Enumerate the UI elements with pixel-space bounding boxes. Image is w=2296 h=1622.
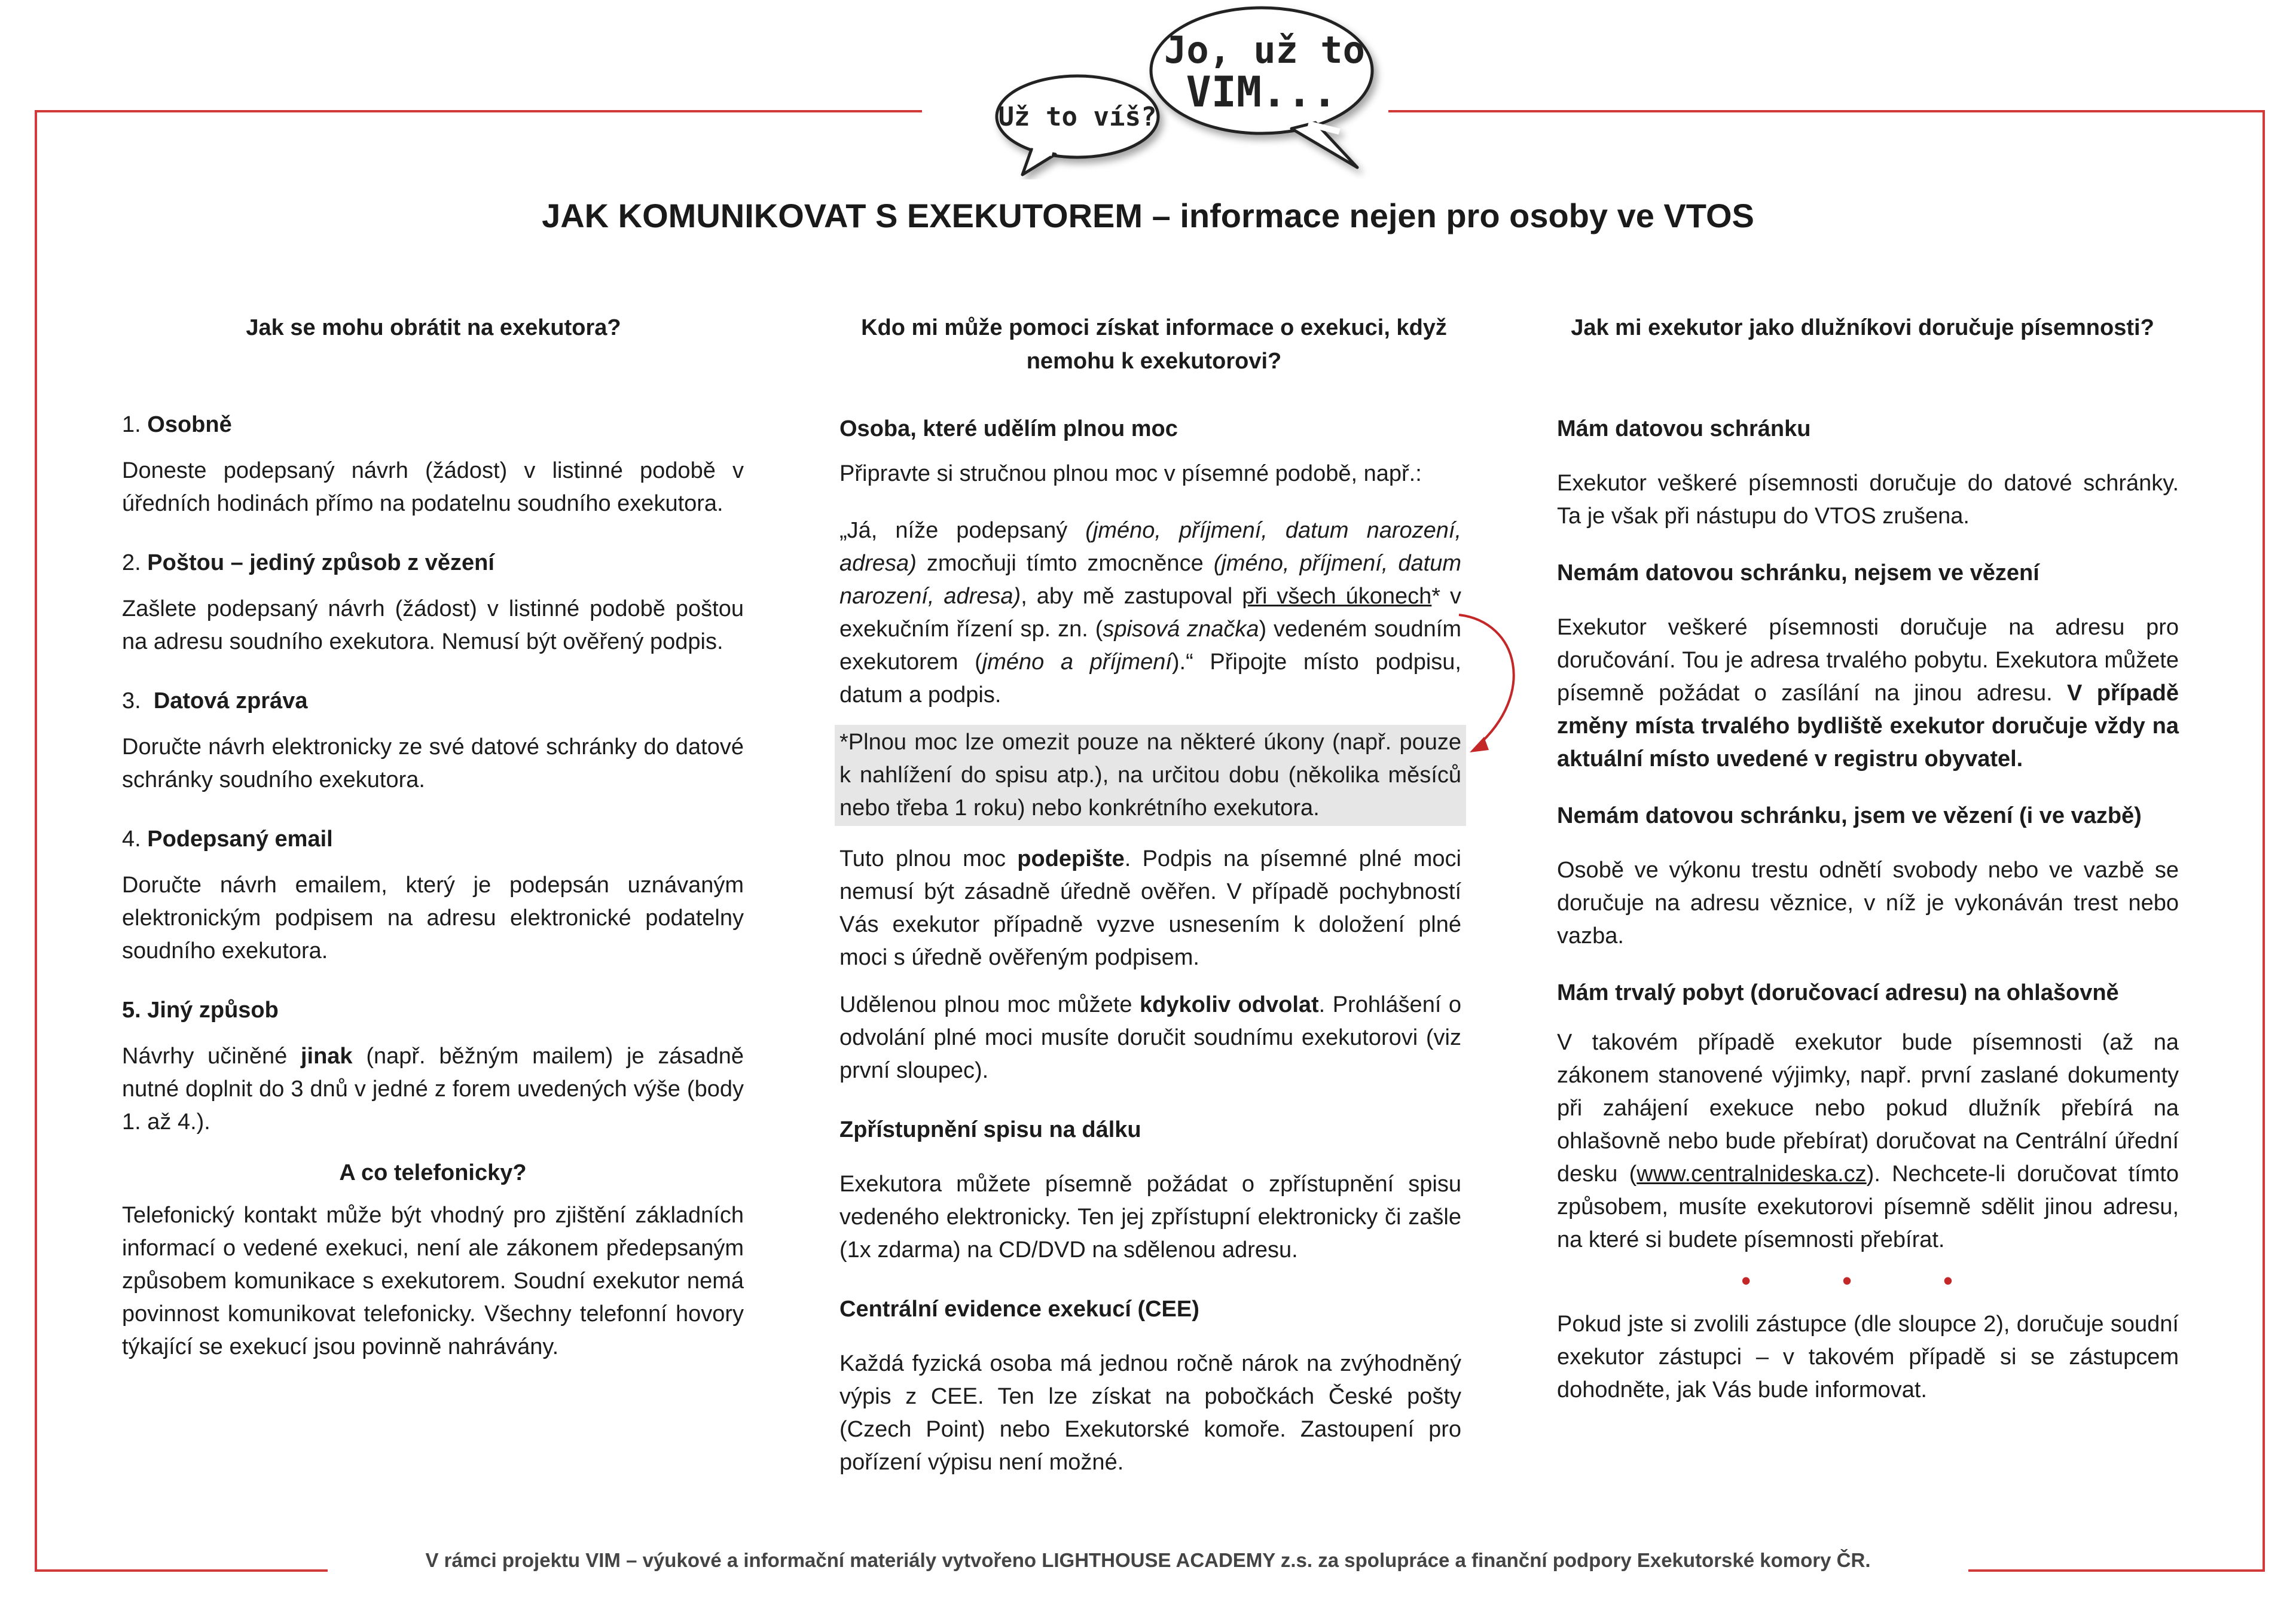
phone-title: A co telefonicky? [339, 1160, 527, 1185]
frame-left [35, 110, 37, 1572]
column-1 [122, 408, 744, 1390]
revoke-text: Udělenou plnou moc můžete kdykoliv odvolat. Prohlášení o odvolání plné moci musíte doručit soudnímu exekutorovi (viz první sloupec). [839, 992, 1461, 1083]
section-signed-email-text: Doručte návrh emailem, který je podepsán uznávaným elektronickým podpisem na adresu elektronické podatelny soudního exekutora. [122, 873, 744, 964]
no-data-box-prison-text: Osobě ve výkonu trestu odnětí svobody nebo ve vazbě se doručuje na adresu věznice, v níž je vykonáván trest nebo vazba. [1557, 858, 2179, 949]
section-personal-text: Doneste podepsaný návrh (žádost) v listinné podobě v úředních hodinách přímo na podatelnu soudního exekutora. [122, 458, 744, 516]
limitation-note: *Plnou moc lze omezit pouze na některé úkony (např. pouze k nahlížení do spisu atp.), na určitou dobu (několika měsíců nebo třeba 1 roku) nebo konkrétního exekutora. [835, 725, 1466, 826]
phone-text: Telefonický kontakt může být vhodný pro zjištění základních informací o vedené exekuci, není ale zákonem předepsaným způsobem komunikace s exekutorem. Soudní exekutor nemá povinnost komunikovat telefonicky. Všechny telefonní hovory týkající se exekucí jsou povinně nahrávány. [122, 1203, 744, 1359]
column-2-heading: Kdo mi může pomoci získat informace o exekuci, když nemohu k exekutorovi? [861, 315, 1447, 374]
column-2 [839, 413, 1461, 1505]
have-data-box-title: Mám datovou schránku [1557, 416, 1811, 441]
representative-text: Pokud jste si zvolili zástupce (dle sloupce 2), doručuje soudní exekutor zástupci – v takovém případě si se zástupcem dohodněte, jak Vás bude informovat. [1557, 1312, 2179, 1403]
power-of-attorney-intro: Připravte si stručnou plnou moc v písemné podobě, např.: [839, 461, 1422, 486]
column-1-heading: Jak se mohu obrátit na exekutora? [246, 315, 621, 340]
column-3 [1557, 413, 2179, 1433]
section-data-message-title: 3. Datová zpráva [122, 688, 308, 714]
remote-file-text: Exekutora můžete písemně požádat o zpřístupnění spisu vedeného elektronicky. Ten jej zpřístupní elektronicky či zašle (1x zdarma) na CD/DVD na sdělenou adresu. [839, 1172, 1461, 1263]
frame-top-left [35, 110, 922, 112]
logo-big-text-2: VIM... [1186, 68, 1338, 117]
footer-credits: V rámci projektu VIM – výukové a informační materiály vytvořeno LIGHTHOUSE ACADEMY z.s. za spolupráce a finanční podpory Exekutorské komory ČR. [425, 1549, 1871, 1571]
sign-text: Tuto plnou moc podepište. Podpis na písemné plné moci nemusí být zásadně úředně ověřen. V případě pochybností Vás exekutor případně vyzve usnesením k doložení plné moci s úředně ověřeným podpisem. [839, 846, 1462, 970]
remote-file-title: Zpřístupnění spisu na dálku [839, 1117, 1141, 1142]
frame-top-right [1388, 110, 2265, 112]
logo-small-text: Už to víš? [998, 102, 1157, 132]
power-of-attorney-template: „Já, níže podepsaný (jméno, příjmení, datum narození, adresa) zmocňuji tímto zmocněnce (jméno, příjmení, datum narození, adresa), aby mě zastupoval při všech úkonech* v exekučním řízení sp. zn. (spisová značka) vedeném soudním exekutorem (jméno a příjmení).“ Připojte místo podpisu, datum a podpis. [839, 518, 1462, 708]
power-of-attorney-title: Osoba, které udělím plnou moc [839, 416, 1178, 441]
separator-dots: • • • [1741, 1265, 1995, 1296]
section-post-title: 2. Poštou – jediný způsob z vězení [122, 550, 494, 575]
no-data-box-free-text: Exekutor veškeré písemnosti doručuje na adresu pro doručování. Tou je adresa trvalého pobytu. Exekutora můžete písemně požádat o zasílání na jinou adresu. V případě změny místa trvalého bydliště exekutor doručuje vždy na aktuální místo uvedené v registru obyvatel. [1557, 615, 2179, 772]
vim-logo [981, 0, 1387, 179]
frame-right [2263, 110, 2265, 1572]
curved-arrow-icon [1447, 604, 1543, 772]
centralnideska-link[interactable]: www.centralnideska.cz [1636, 1161, 1867, 1187]
cee-text: Každá fyzická osoba má jednou ročně nárok na zvýhodněný výpis z CEE. Ten lze získat na pobočkách České pošty (Czech Point) nebo Exekutorské komoře. Zastoupení pro pořízení výpisu není možné. [839, 1351, 1461, 1475]
section-other-text: Návrhy učiněné jinak (např. běžným mailem) je zásadně nutné doplnit do 3 dnů v jedné z forem uvedených výše (body 1. až 4.). [122, 1044, 744, 1135]
section-other-title: 5. Jiný způsob [122, 998, 279, 1023]
section-signed-email-title: 4. Podepsaný email [122, 827, 333, 852]
page-title: JAK KOMUNIKOVAT S EXEKUTOREM – informace nejen pro osoby ve VTOS [542, 197, 1754, 234]
section-post-text: Zašlete podepsaný návrh (žádost) v listinné podobě poštou na adresu soudního exekutora. Nemusí být ověřený podpis. [122, 596, 744, 654]
no-data-box-prison-title: Nemám datovou schránku, jsem ve vězení (i ve vazbě) [1557, 803, 2142, 828]
section-personal-title: 1. Osobně [122, 412, 232, 437]
section-data-message-text: Doručte návrh elektronicky ze své datové schránky do datové schránky soudního exekutora. [122, 734, 744, 792]
registry-office-text: V takovém případě exekutor bude písemnosti (až na zákonem stanovené výjimky, např. první zaslané dokumenty při zahájení exekuce nebo pokud dlužník přebírá na ohlašovně nebo bude přebírat) doručovat na Centrální úřední desku (www.centralnideska.cz). Nechcete-li doručovat tímto způsobem, musíte exekutorovi písemně sdělit jinou adresu, na které si budete písemnosti přebírat. [1557, 1030, 2179, 1252]
cee-title: Centrální evidence exekucí (CEE) [839, 1297, 1199, 1322]
registry-office-title: Mám trvalý pobyt (doručovací adresu) na ohlašovně [1557, 980, 2119, 1005]
logo-big-text-1: Jo, už to [1164, 28, 1365, 72]
no-data-box-free-title: Nemám datovou schránku, nejsem ve vězení [1557, 560, 2039, 586]
column-3-heading: Jak mi exekutor jako dlužníkovi doručuje písemnosti? [1571, 315, 2154, 340]
have-data-box-text: Exekutor veškeré písemnosti doručuje do datové schránky. Ta je však při nástupu do VTOS zrušena. [1557, 471, 2179, 529]
